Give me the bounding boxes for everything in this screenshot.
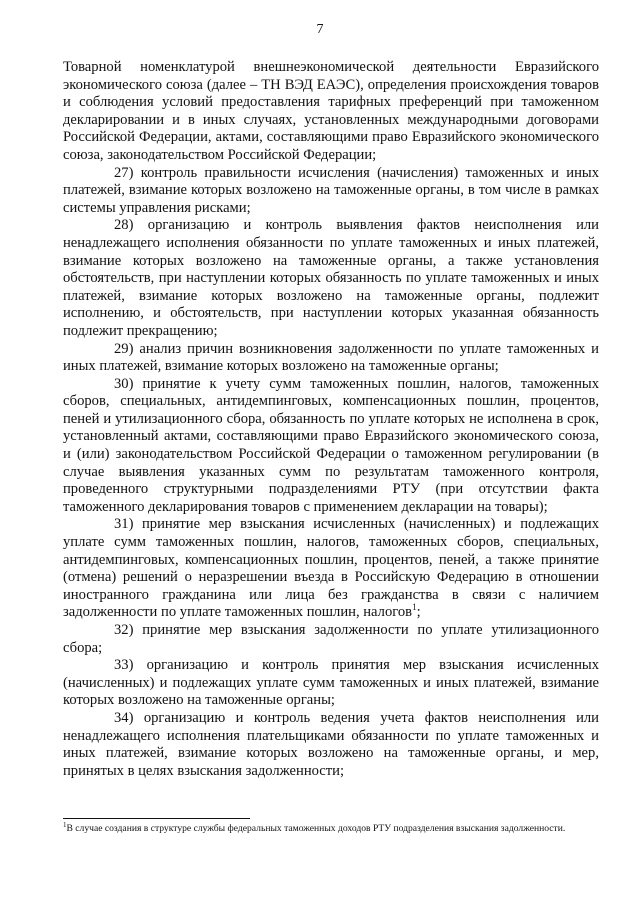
footnote: [63, 822, 599, 836]
paragraph-continuation: Товарной номенклатурой внешнеэкономической деятельности Евразийского экономического союза (далее – ТН ВЭД ЕАЭС), определения происхождения товаров и соблюдения условий предоставления тарифных преференций при таможенном декларировании и в иных случаях, установленных международными договорами Российской Федерации, актами, составляющими право Евразийского экономического союза, законодательством Российской Федерации;: [63, 59, 599, 163]
footnote-divider: [63, 818, 250, 819]
footnote-marker: 1: [63, 820, 67, 829]
footnote-text: В случае создания в структуре службы федеральных таможенных доходов РТУ подразделения взыскания задолженности.: [66, 823, 566, 834]
paragraph-item-29: 29) анализ причин возникновения задолженности по уплате таможенных и иных платежей, взимание которых возложено на таможенные органы;: [63, 340, 599, 375]
paragraph-item-31-tail: ;: [416, 604, 421, 621]
paragraph-item-32: 32) принятие мер взыскания задолженности по уплате утилизационного сбора;: [63, 622, 599, 656]
paragraph-item-27: 27) контроль правильности исчисления (начисления) таможенных и иных платежей, взимание которых возложено на таможенные органы, в том числе в рамках системы управления рисками;: [63, 164, 599, 216]
paragraph-item-30: 30) принятие к учету сумм таможенных пошлин, налогов, таможенных сборов, специальных, антидемпинговых, компенсационных пошлин, процентов, пеней и утилизационного сбора, обязанность по уплате которых не исполнена в срок, установленный актами, составляющими право Евразийского экономического союза, и (или) законодательством Российской Федерации о таможенном регулировании (в случае выявления указанных сумм по результатам таможенного контроля, проведенного структурными подразделениями РТУ (при отсутствии факта таможенного декларирования товаров с применением декларации на товары);: [63, 375, 599, 515]
paragraph-item-31: [63, 516, 599, 622]
paragraph-item-28: 28) организацию и контроль выявления фактов неисполнения или ненадлежащего исполнения обязанности по уплате таможенных и иных платежей, взимание которых возложено на таможенные органы, а также установления обстоятельств, при наступлении которых обязанность по уплате таможенных и иных платежей, взимание которых возложено на таможенные органы, подлежит исполнению, и обстоятельств, при наступлении которых указанная обязанность подлежит прекращению;: [63, 217, 599, 339]
document-body: [63, 59, 599, 780]
footnote-reference: 1: [412, 602, 417, 613]
paragraph-item-34: 34) организацию и контроль ведения учета фактов неисполнения или ненадлежащего исполнения плательщиками обязанности по уплате таможенных и иных платежей, взимание которых возложено на таможенные органы, и мер, принятых в целях взыскания задолженности;: [63, 709, 599, 779]
page-number: 7: [316, 22, 324, 37]
paragraph-item-33: 33) организацию и контроль принятия мер взыскания исчисленных (начисленных) и подлежащих уплате сумм таможенных и иных платежей, взимание которых возложено на таможенные органы;: [63, 657, 599, 709]
paragraph-item-31-text: 31) принятие мер взыскания исчисленных (начисленных) и подлежащих уплате сумм таможенных пошлин, налогов, таможенных сборов, специальных, антидемпинговых, компенсационных пошлин, процентов, пеней, а также принятие (отмена) решений о неразрешении въезда в Российскую Федерацию в отношении иностранного гражданина или лица без гражданства в связи с наличием задолженности по уплате таможенных пошлин, налогов: [63, 516, 599, 621]
